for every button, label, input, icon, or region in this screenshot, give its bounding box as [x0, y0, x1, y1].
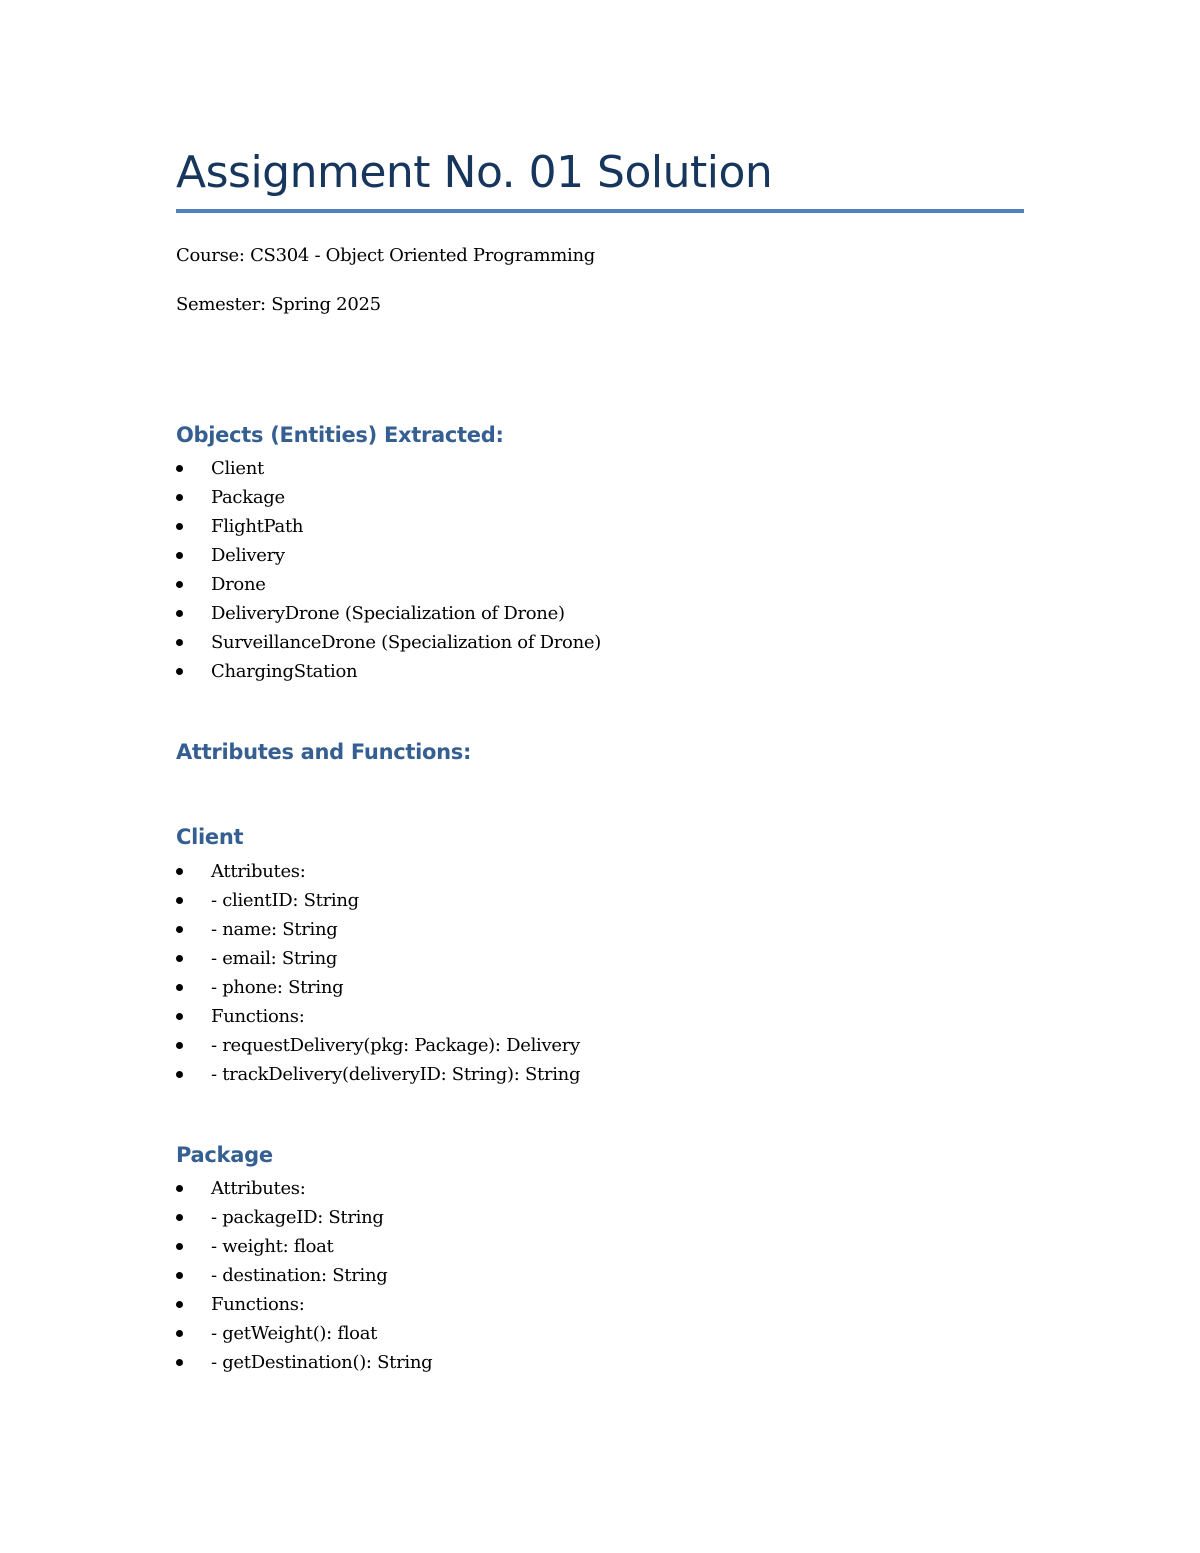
- bullet-icon: [176, 1042, 183, 1049]
- list-item-text: Attributes:: [211, 1178, 306, 1199]
- title-underline: [176, 209, 1024, 213]
- list-item-text: Drone: [211, 574, 266, 595]
- semester-line: Semester: Spring 2025: [176, 294, 381, 315]
- list-item-text: - getDestination(): String: [211, 1352, 433, 1373]
- list-item-text: Functions:: [211, 1294, 305, 1315]
- list-item-text: - email: String: [211, 948, 338, 969]
- bullet-icon: [176, 1243, 183, 1250]
- bullet-icon: [176, 1359, 183, 1366]
- bullet-icon: [176, 955, 183, 962]
- bullet-icon: [176, 494, 183, 501]
- list-item-text: - name: String: [211, 919, 338, 940]
- course-line: Course: CS304 - Object Oriented Programming: [176, 245, 596, 266]
- list-item-text: - packageID: String: [211, 1207, 384, 1228]
- list-item-text: Attributes:: [211, 861, 306, 882]
- bullet-icon: [176, 523, 183, 530]
- bullet-icon: [176, 465, 183, 472]
- list-item-text: - destination: String: [211, 1265, 388, 1286]
- bullet-icon: [176, 868, 183, 875]
- bullet-icon: [176, 926, 183, 933]
- list-item-text: FlightPath: [211, 516, 304, 537]
- bullet-icon: [176, 1301, 183, 1308]
- bullet-icon: [176, 610, 183, 617]
- list-item-text: DeliveryDrone (Specialization of Drone): [211, 603, 565, 624]
- list-item-text: - trackDelivery(deliveryID: String): String: [211, 1064, 581, 1085]
- list-item-text: Delivery: [211, 545, 285, 566]
- client-heading: Client: [176, 825, 244, 849]
- bullet-icon: [176, 1272, 183, 1279]
- list-item-text: SurveillanceDrone (Specialization of Drone): [211, 632, 601, 653]
- list-item-text: - requestDelivery(pkg: Package): Delivery: [211, 1035, 580, 1056]
- list-item-text: - weight: float: [211, 1236, 334, 1257]
- bullet-icon: [176, 668, 183, 675]
- package-heading: Package: [176, 1143, 273, 1167]
- objects-heading: Objects (Entities) Extracted:: [176, 423, 504, 447]
- bullet-icon: [176, 984, 183, 991]
- bullet-icon: [176, 1185, 183, 1192]
- list-item-text: - phone: String: [211, 977, 344, 998]
- bullet-icon: [176, 1330, 183, 1337]
- list-item-text: - getWeight(): float: [211, 1323, 378, 1344]
- bullet-icon: [176, 1214, 183, 1221]
- bullet-icon: [176, 897, 183, 904]
- bullet-icon: [176, 1071, 183, 1078]
- list-item-text: - clientID: String: [211, 890, 359, 911]
- list-item-text: Client: [211, 458, 264, 479]
- attributes-functions-heading: Attributes and Functions:: [176, 740, 472, 764]
- bullet-icon: [176, 1013, 183, 1020]
- list-item-text: Package: [211, 487, 285, 508]
- bullet-icon: [176, 581, 183, 588]
- list-item-text: Functions:: [211, 1006, 305, 1027]
- document-title: Assignment No. 01 Solution: [176, 147, 773, 198]
- bullet-icon: [176, 552, 183, 559]
- bullet-icon: [176, 639, 183, 646]
- list-item-text: ChargingStation: [211, 661, 358, 682]
